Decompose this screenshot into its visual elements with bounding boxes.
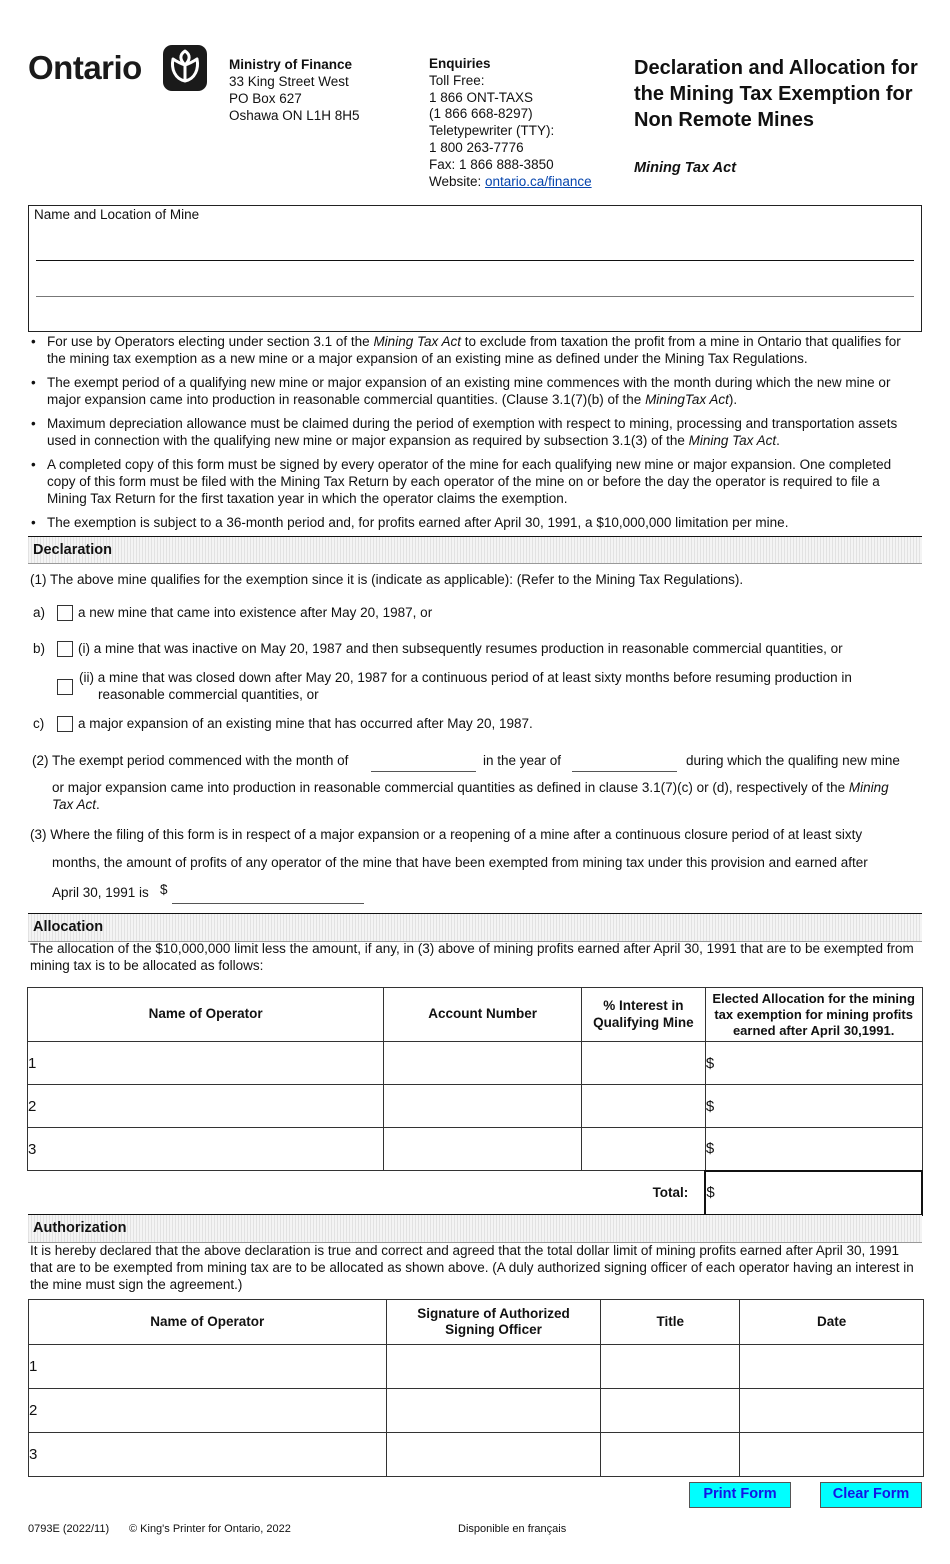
mine-field-label: Name and Location of Mine <box>34 207 200 222</box>
ministry-street: 33 King Street West <box>229 74 349 89</box>
allocation-intro: The allocation of the $10,000,000 limit less the amount, if any, in (3) above of mining profits earned after April 30, 1991 that are to be exempted from mining tax is to be allocated as follows: <box>30 941 914 973</box>
option-a-checkbox[interactable] <box>57 605 73 621</box>
question-2-cont: during which the qualifing new mine <box>686 753 900 768</box>
allocation-table <box>27 987 923 1216</box>
clear-form-button[interactable]: Clear Form <box>820 1482 922 1508</box>
option-b-label: b) <box>33 641 46 656</box>
enquiries-block <box>429 56 592 190</box>
col-header-date: Date <box>740 1300 924 1345</box>
table-row <box>28 1128 923 1171</box>
profits-dollar-sign: $ <box>160 882 168 897</box>
col-header-title: Title <box>601 1300 740 1345</box>
option-b2-text-cont: reasonable commercial quantities, or <box>98 687 319 702</box>
ministry-address <box>229 56 360 124</box>
interest-cell[interactable] <box>581 1128 705 1171</box>
question-2-start: (2) The exempt period commenced with the month of <box>32 753 349 768</box>
option-b1-text: (i) a mine that was inactive on May 20, 1987 and then subsequently resumes production in reasonable commercial quantities, or <box>78 641 843 656</box>
total-amount-cell[interactable]: $ <box>705 1171 922 1215</box>
form-subtitle: Mining Tax Act <box>634 160 737 176</box>
ministry-city: Oshawa ON L1H 8H5 <box>229 108 360 123</box>
print-form-button[interactable]: Print Form <box>689 1482 791 1508</box>
signature-cell[interactable] <box>386 1433 601 1477</box>
option-c-text: a major expansion of an existing mine that has occurred after May 20, 1987. <box>78 716 533 731</box>
operator-name-cell[interactable]: 1 <box>29 1345 387 1389</box>
enquiries-line: Toll Free: <box>429 72 485 88</box>
option-c-checkbox[interactable] <box>57 716 73 732</box>
enquiries-title: Enquiries <box>429 56 491 71</box>
title-cell[interactable] <box>601 1389 740 1433</box>
table-row <box>29 1389 924 1433</box>
instruction-item: • For use by Operators electing under section 3.1 of the Mining Tax Act to exclude from taxation the profit from a mine in Ontario that qualifies for the mining tax exemption as a new mine or a major expansion of an existing mine as defined under the Mining Tax Regulations. <box>30 334 920 368</box>
operator-name-cell[interactable]: 1 <box>28 1042 384 1085</box>
instruction-item: • A completed copy of this form must be signed by every operator of the mine for each qualifying new mine or major expansion. One completed copy of this form must be filed with the Mining Tax Return by each operator of the mine on or before the day the operator is required to file a Mining Tax Return for the first taxation year in which the operator claims the exemption. <box>30 457 920 507</box>
form-title: Declaration and Allocation for the Mining Tax Exemption for Non Remote Mines <box>634 57 918 131</box>
signature-cell[interactable] <box>386 1345 601 1389</box>
account-number-cell[interactable] <box>384 1085 582 1128</box>
question-2-end: or major expansion came into production in reasonable commercial quantities as defined in clause 3.1(7)(c) or (d), respectively of the Mining Tax Act. <box>52 780 889 812</box>
account-number-cell[interactable] <box>384 1042 582 1085</box>
instruction-item: • The exempt period of a qualifying new mine or major expansion of an existing mine commences with the month during which the new mine or major expansion came into production in reasonable commercial quantities. (Clause 3.1(7)(b) of the MiningTax Act). <box>30 375 920 409</box>
french-availability: Disponible en français <box>458 1523 567 1535</box>
authorization-heading: Authorization <box>28 1214 922 1243</box>
option-a-text: a new mine that came into existence after May 20, 1987, or <box>78 605 433 620</box>
exempt-year-input[interactable] <box>572 771 677 772</box>
declaration-heading: Declaration <box>28 536 922 564</box>
enquiries-line: 1 866 ONT-TAXS <box>429 89 534 105</box>
mine-name-location-field[interactable] <box>28 205 922 332</box>
authorization-intro: It is hereby declared that the above declaration is true and correct and agreed that the total dollar limit of mining profits earned after April 30, 1991 that are to be exempted from mining tax are to be allocated as shown above. (A duly authorized signing officer of each operator having an interest in the mine must sign the agreement.) <box>30 1243 914 1292</box>
col-header-signature: Signature of Authorized Signing Officer <box>386 1300 601 1345</box>
mine-input-line-1[interactable] <box>36 260 914 261</box>
enquiries-line: (1 866 668-8297) <box>429 106 533 122</box>
date-cell[interactable] <box>740 1433 924 1477</box>
operator-name-cell[interactable]: 2 <box>28 1085 384 1128</box>
option-a-label: a) <box>33 605 46 620</box>
enquiries-line: 1 800 263-7776 <box>429 139 524 155</box>
website-link[interactable]: ontario.ca/finance <box>485 173 592 189</box>
question-3-line-3: April 30, 1991 is <box>52 885 149 900</box>
trillium-logo-icon <box>163 45 207 91</box>
allocation-amount-cell[interactable]: $ <box>705 1042 922 1085</box>
allocation-heading: Allocation <box>28 913 922 942</box>
option-b2-checkbox[interactable] <box>57 679 73 695</box>
table-row <box>28 1042 923 1085</box>
date-cell[interactable] <box>740 1345 924 1389</box>
operator-name-cell[interactable]: 3 <box>28 1128 384 1171</box>
interest-cell[interactable] <box>581 1042 705 1085</box>
col-header-account: Account Number <box>384 988 582 1042</box>
ministry-pobox: PO Box 627 <box>229 91 302 106</box>
col-header-elected-allocation: Elected Allocation for the mining tax exemption for mining profits earned after April 30,1991. <box>705 988 922 1042</box>
enquiries-line: Teletypewriter (TTY): <box>429 123 555 139</box>
col-header-operator: Name of Operator <box>29 1300 387 1345</box>
option-b2-text: (ii) a mine that was closed down after May 20, 1987 for a continuous period of at least sixty months before resuming production in <box>79 670 852 685</box>
instruction-item: • Maximum depreciation allowance must be claimed during the period of exemption with respect to mining, processing and transportation assets used in connection with the qualifying new mine or major expansion as required by subsection 3.1(3) of the Mining Tax Act. <box>30 416 920 450</box>
title-cell[interactable] <box>601 1433 740 1477</box>
col-header-interest: % Interest in Qualifying Mine <box>581 988 705 1042</box>
allocation-amount-cell[interactable]: $ <box>705 1085 922 1128</box>
table-row <box>29 1433 924 1477</box>
account-number-cell[interactable] <box>384 1128 582 1171</box>
exempt-month-input[interactable] <box>371 771 476 772</box>
ontario-logo-text: Ontario <box>28 49 142 86</box>
option-c-label: c) <box>33 716 45 731</box>
operator-name-cell[interactable]: 3 <box>29 1433 387 1477</box>
col-header-operator: Name of Operator <box>28 988 384 1042</box>
question-3-line-1: (3) Where the filing of this form is in respect of a major expansion or a reopening of a mine after a continuous closure period of at least sixty <box>30 827 863 842</box>
question-2-year-label: in the year of <box>483 753 562 768</box>
question-3-line-2: months, the amount of profits of any operator of the mine that have been exempted from mining tax under this provision and earned after <box>52 855 868 870</box>
total-label: Total: <box>28 1171 706 1215</box>
question-1: (1) The above mine qualifies for the exemption since it is (indicate as applicable): (Refer to the Mining Tax Regulations). <box>30 572 744 587</box>
website-label: Website: <box>429 173 486 189</box>
signature-cell[interactable] <box>386 1389 601 1433</box>
ministry-name: Ministry of Finance <box>229 57 353 72</box>
exempted-profits-input[interactable] <box>172 903 364 904</box>
title-cell[interactable] <box>601 1345 740 1389</box>
copyright: © King's Printer for Ontario, 2022 <box>129 1523 291 1535</box>
instructions-list <box>30 334 920 539</box>
mine-input-line-2[interactable] <box>36 296 914 297</box>
enquiries-line: Fax: 1 866 888-3850 <box>429 156 554 172</box>
operator-name-cell[interactable]: 2 <box>29 1389 387 1433</box>
authorization-table <box>28 1299 924 1477</box>
date-cell[interactable] <box>740 1389 924 1433</box>
allocation-amount-cell[interactable]: $ <box>705 1128 922 1171</box>
table-row <box>28 1085 923 1128</box>
form-id: 0793E (2022/11) <box>28 1523 110 1535</box>
instruction-item: • The exemption is subject to a 36-month period and, for profits earned after April 30, 1991, a $10,000,000 limitation per mine. <box>30 515 920 532</box>
option-b1-checkbox[interactable] <box>57 641 73 657</box>
table-row <box>29 1345 924 1389</box>
interest-cell[interactable] <box>581 1085 705 1128</box>
